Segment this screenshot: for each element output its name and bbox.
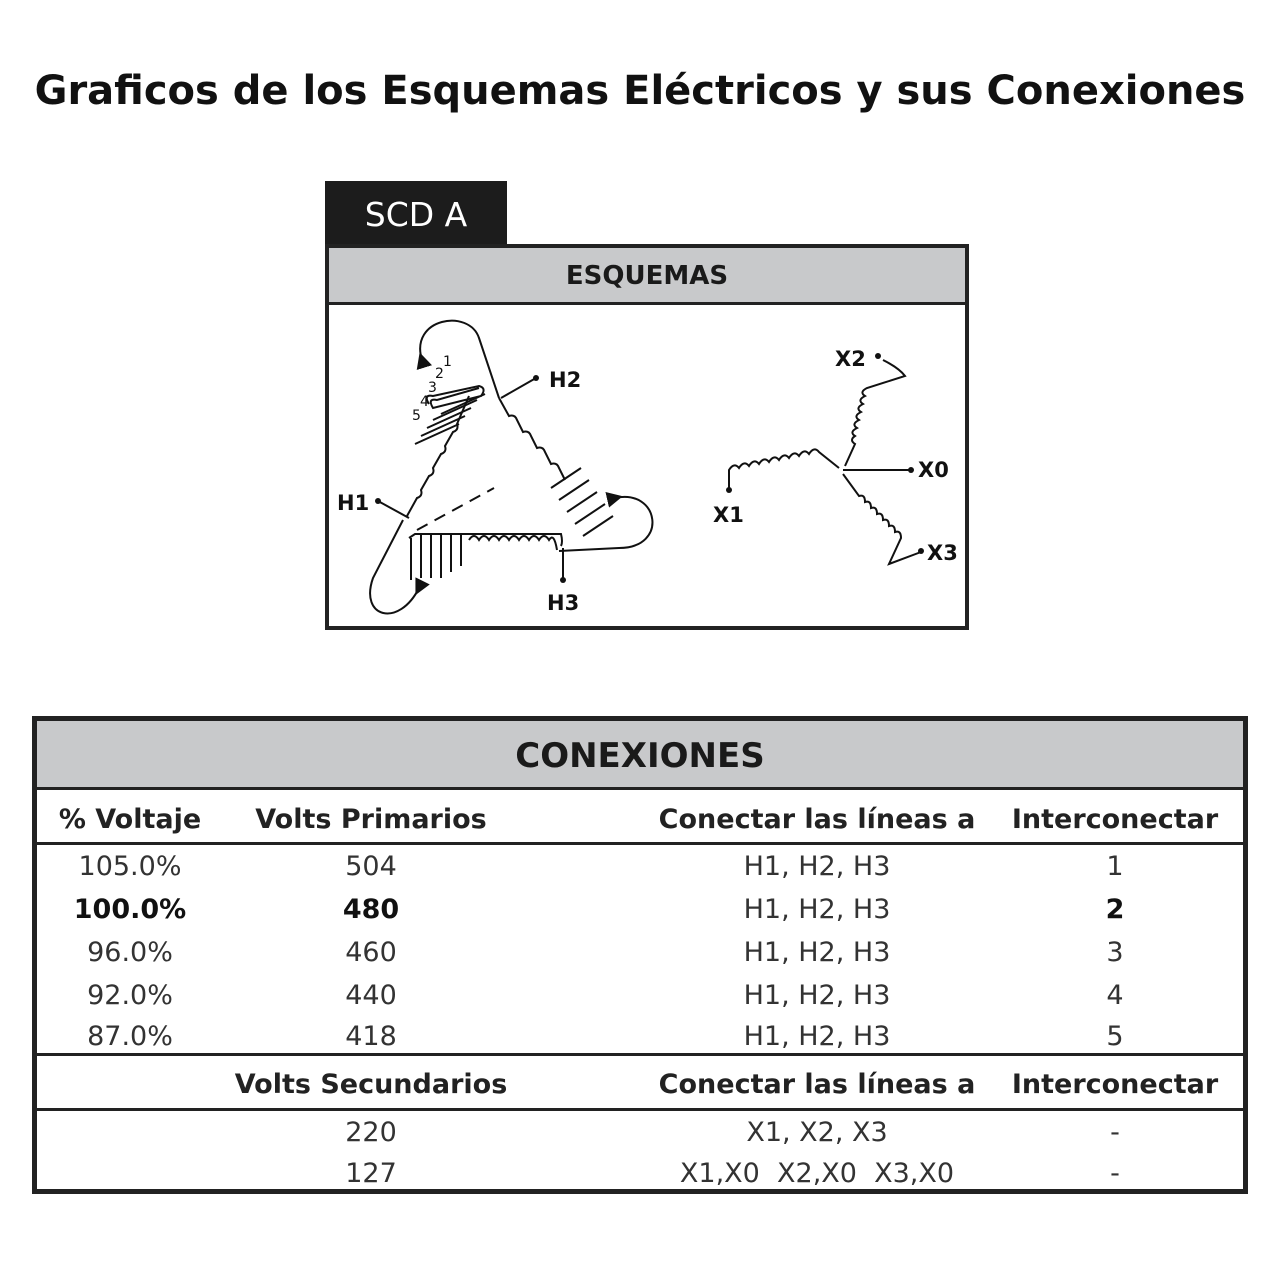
interconnect: - (1110, 1158, 1120, 1189)
page-title: Graficos de los Esquemas Eléctricos y sus Conexiones (34, 68, 1246, 114)
primary-volts: 480 (342, 894, 400, 925)
header-connect-lines-secondary: Conectar las líneas a (658, 1069, 976, 1100)
tap-coil-bottom (411, 534, 461, 580)
label-h1: H1 (337, 491, 370, 515)
label-x2: X2 (835, 347, 866, 371)
label-x1: X1 (713, 503, 744, 527)
connections-table (32, 716, 1248, 1194)
label-x3: X3 (927, 541, 958, 565)
primary-volts: 418 (345, 1021, 397, 1052)
header-connect-lines: Conectar las líneas a (658, 804, 976, 835)
tap-coil-right (551, 468, 613, 536)
header-primary-volts: Volts Primarios (255, 804, 487, 835)
h1-lead (378, 501, 409, 518)
secondary-coil-x3 (843, 474, 921, 564)
schema-panel (325, 244, 969, 630)
connect-lines: X1, X2, X3 (746, 1117, 888, 1148)
section-divider (37, 1053, 1243, 1056)
bottom-coil-turns (469, 536, 557, 550)
h2-terminal (533, 375, 539, 381)
voltage-pct: 96.0% (87, 937, 173, 968)
label-x0: X0 (918, 458, 949, 482)
primary-volts: 460 (345, 937, 397, 968)
interconnect: 4 (1106, 980, 1124, 1011)
connect-lines: H1, H2, H3 (743, 1021, 891, 1052)
h1-terminal (375, 498, 381, 504)
x0-terminal (908, 467, 914, 473)
header-divider (37, 842, 1243, 845)
interconnect: - (1110, 1117, 1120, 1148)
tap-number-1: 1 (443, 354, 452, 370)
secondary-coil-x1 (729, 449, 839, 488)
tap-number-4: 4 (420, 394, 429, 410)
connect-lines: H1, H2, H3 (743, 937, 891, 968)
header-secondary-volts: Volts Secundarios (234, 1069, 508, 1100)
tap-number-3: 3 (428, 380, 437, 396)
voltage-pct: 105.0% (78, 851, 182, 882)
connect-lines: H1, H2, H3 (743, 851, 891, 882)
tap-loop-right (559, 497, 652, 551)
h3-terminal (560, 577, 566, 583)
primary-coil-right (499, 398, 565, 480)
wiring-diagram (329, 248, 965, 626)
dashed-guide (417, 488, 494, 530)
x1-terminal (726, 487, 732, 493)
secondary-volts: 220 (345, 1117, 397, 1148)
x2-terminal (875, 353, 881, 359)
interconnect: 3 (1106, 937, 1124, 968)
tap-number-2: 2 (435, 366, 444, 382)
connect-lines: X1,X0 X2,X0 X3,X0 (679, 1158, 955, 1189)
schema-tab-label: SCD A (325, 181, 507, 247)
x3-terminal (918, 548, 924, 554)
interconnect: 2 (1105, 894, 1125, 925)
primary-volts: 440 (345, 980, 397, 1011)
voltage-pct: 100.0% (73, 894, 187, 925)
secondary-header-divider (37, 1108, 1243, 1111)
connect-lines: H1, H2, H3 (743, 894, 891, 925)
label-h3: H3 (547, 591, 580, 615)
secondary-volts: 127 (345, 1158, 397, 1189)
header-voltage-pct: % Voltaje (58, 804, 202, 835)
header-interconnect-secondary: Interconectar (1011, 1069, 1219, 1100)
interconnect: 5 (1106, 1021, 1124, 1052)
h2-lead (501, 378, 536, 398)
schema-header: ESQUEMAS (329, 248, 965, 305)
header-interconnect: Interconectar (1011, 804, 1219, 835)
connect-lines: H1, H2, H3 (743, 980, 891, 1011)
connections-title: CONEXIONES (37, 721, 1243, 790)
tap-number-5: 5 (412, 408, 421, 424)
secondary-coil-x2 (845, 360, 905, 466)
voltage-pct: 92.0% (87, 980, 173, 1011)
interconnect: 1 (1106, 851, 1124, 882)
label-h2: H2 (549, 368, 582, 392)
voltage-pct: 87.0% (87, 1021, 173, 1052)
primary-volts: 504 (345, 851, 397, 882)
